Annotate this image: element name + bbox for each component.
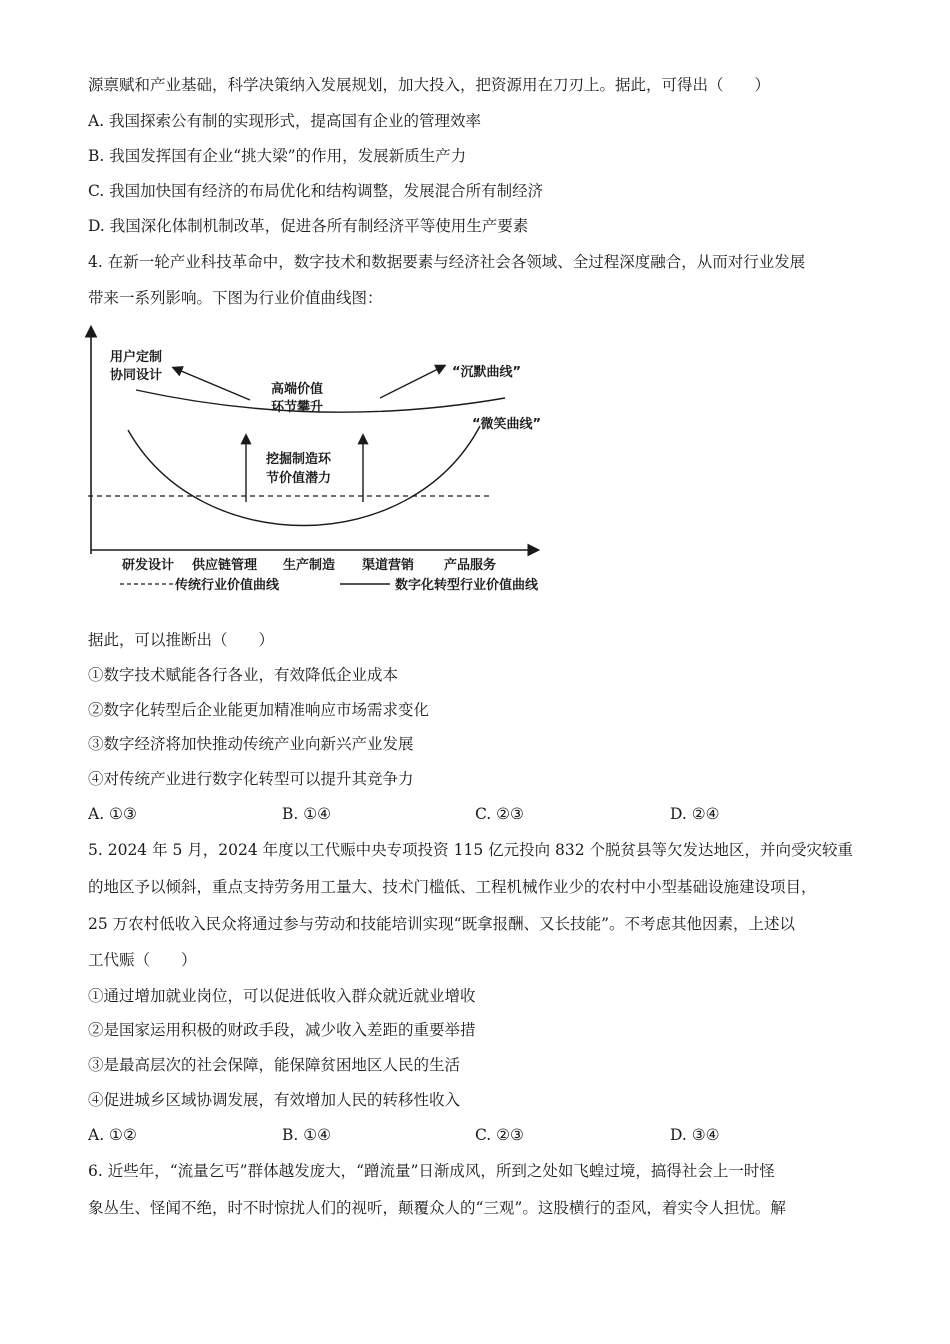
q6-stem-line1: 6. 近些年，“流量乞丐”群体越发庞大，“蹭流量”日渐成风，所到之处如飞蝗过境，搞得社会上一时怪 bbox=[88, 1162, 775, 1180]
q5-statement-2: ②是国家运用积极的财政手段，减少收入差距的重要举措 bbox=[88, 1021, 476, 1039]
q4-statement-3: ③数字经济将加快推动传统产业向新兴产业发展 bbox=[88, 735, 414, 753]
q4-stem-line1: 4. 在新一轮产业科技革命中，数字技术和数据要素与经济社会各领域、全过程深度融合，从而对行业发展 bbox=[88, 253, 806, 271]
legend-dashed-label: 传统行业价值曲线 bbox=[175, 578, 280, 593]
label-dig-1: 挖掘制造环 bbox=[266, 452, 332, 467]
x-category-1: 研发设计 bbox=[122, 558, 175, 573]
q5-choice-c: C. ②③ bbox=[475, 1126, 524, 1144]
q3-option-a: A. 我国探索公有制的实现形式，提高国有企业的管理效率 bbox=[88, 112, 482, 130]
q5-choice-d: D. ③④ bbox=[670, 1126, 720, 1144]
x-category-5: 产品服务 bbox=[444, 558, 497, 573]
q3-option-c: C. 我国加快国有经济的布局优化和结构调整，发展混合所有制经济 bbox=[88, 182, 544, 200]
q4-choice-a: A. ①③ bbox=[88, 805, 137, 823]
industry-value-curve-figure bbox=[80, 318, 580, 598]
q5-statement-4: ④促进城乡区域协调发展，有效增加人民的转移性收入 bbox=[88, 1091, 461, 1109]
q5-statement-1: ①通过增加就业岗位，可以促进低收入群众就近就业增收 bbox=[88, 987, 476, 1005]
x-category-3: 生产制造 bbox=[283, 558, 336, 573]
label-smile: “微笑曲线” bbox=[472, 417, 542, 432]
q3-option-b: B. 我国发挥国有企业“挑大梁”的作用，发展新质生产力 bbox=[88, 147, 467, 165]
arrow-right bbox=[380, 366, 444, 398]
q4-statement-1: ①数字技术赋能各行各业，有效降低企业成本 bbox=[88, 666, 399, 684]
label-silent: “沉默曲线” bbox=[452, 365, 522, 380]
legend-solid-label: 数字化转型行业价值曲线 bbox=[395, 578, 539, 593]
q3-stem-tail: 源禀赋和产业基础，科学决策纳入发展规划，加大投入，把资源用在刀刃上。据此，可得出（ ） bbox=[88, 76, 771, 94]
label-dig-2: 节价值潜力 bbox=[266, 471, 332, 486]
arrow-left bbox=[174, 368, 250, 400]
q3-option-d: D. 我国深化体制机制改革，促进各所有制经济平等使用生产要素 bbox=[88, 217, 529, 235]
q4-prompt: 据此，可以推断出（ ） bbox=[88, 631, 275, 649]
q5-statement-3: ③是最高层次的社会保障，能保障贫困地区人民的生活 bbox=[88, 1056, 461, 1074]
q4-stem-line2: 带来一系列影响。下图为行业价值曲线图： bbox=[88, 289, 383, 307]
q4-choice-c: C. ②③ bbox=[475, 805, 524, 823]
q5-choice-a: A. ①② bbox=[88, 1126, 137, 1144]
x-category-4: 渠道营销 bbox=[362, 558, 415, 573]
label-user-2: 协同设计 bbox=[110, 368, 163, 383]
label-high-1: 高端价值 bbox=[271, 382, 324, 397]
q4-statement-2: ②数字化转型后企业能更加精准响应市场需求变化 bbox=[88, 701, 430, 719]
q4-choice-b: B. ①④ bbox=[282, 805, 332, 823]
q4-choice-d: D. ②④ bbox=[670, 805, 720, 823]
q5-stem-line3: 25 万农村低收入民众将通过参与劳动和技能培训实现“既拿报酬、又长技能”。不考虑其他因素，上述以 bbox=[88, 915, 796, 933]
q5-choice-b: B. ①④ bbox=[282, 1126, 332, 1144]
q5-stem-line4: 工代赈（ ） bbox=[88, 951, 197, 969]
q5-stem-line1: 5. 2024 年 5 月，2024 年度以工代赈中央专项投资 115 亿元投向 832 个脱贫县等欠发达地区，并向受灾较重 bbox=[88, 841, 854, 859]
x-category-2: 供应链管理 bbox=[192, 558, 258, 573]
q5-stem-line2: 的地区予以倾斜，重点支持劳务用工量大、技术门槛低、工程机械作业少的农村中小型基础设施建设项目， bbox=[88, 878, 817, 896]
q4-statement-4: ④对传统产业进行数字化转型可以提升其竞争力 bbox=[88, 770, 414, 788]
label-user-1: 用户定制 bbox=[110, 350, 163, 365]
q6-stem-line2: 象丛生、怪闻不绝，时不时惊扰人们的视听，颠覆众人的“三观”。这股横行的歪风，着实令人担忧。解 bbox=[88, 1199, 786, 1217]
label-high-2: 环节攀升 bbox=[271, 400, 324, 415]
